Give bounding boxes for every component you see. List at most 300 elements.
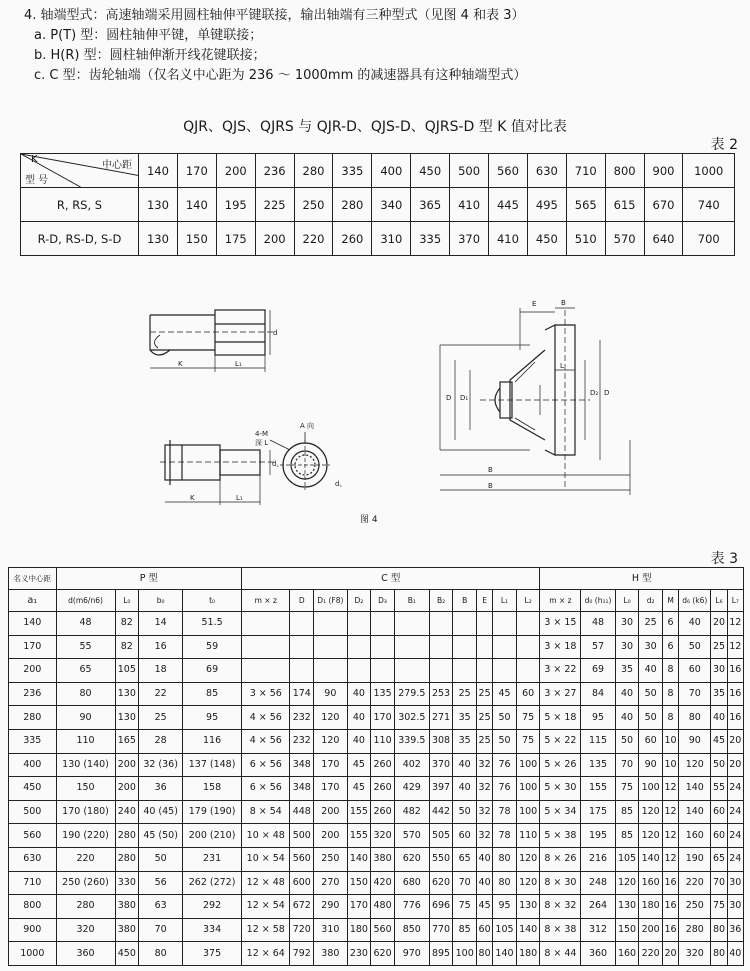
dimension-cell: 100	[639, 777, 663, 801]
dimension-cell: 200 (210)	[183, 824, 242, 848]
table3-sub-header	[9, 590, 744, 612]
dimension-cell: 5 × 38	[540, 824, 581, 848]
dimension-cell: 65	[453, 847, 477, 871]
dimension-cell: 16	[662, 871, 678, 895]
dimension-cell: 80	[493, 847, 517, 871]
dimension-cell: 50	[453, 800, 477, 824]
table2-row	[21, 188, 735, 222]
dimension-cell: 120	[615, 871, 639, 895]
dimension-cell: 57	[581, 635, 615, 659]
dimension-cell: 1000	[9, 942, 57, 966]
dimension-cell	[429, 635, 453, 659]
dimension-cell: 40	[477, 871, 493, 895]
dimension-cell: 69	[581, 659, 615, 683]
dimension-cell: 280	[56, 895, 115, 919]
dimension-cell: 90	[314, 682, 347, 706]
column-header: t₀	[183, 590, 242, 612]
distance-header: 335	[333, 154, 372, 188]
dimension-cell: 40	[347, 706, 371, 730]
dimension-cell: 250	[679, 895, 711, 919]
dimension-cell: 55	[56, 635, 115, 659]
intro-line-4: c. C 型：齿轮轴端（仅名义中心距为 236 ～ 1000mm 的减速器具有这种轴端型式）	[34, 68, 527, 83]
column-header: D	[290, 590, 314, 612]
dimension-cell: 130	[516, 895, 540, 919]
p-type-header: P 型	[56, 568, 242, 590]
fig-label-d2: D₂	[590, 389, 599, 397]
dimension-cell: 50	[493, 729, 517, 753]
column-header: m × z	[540, 590, 581, 612]
dimension-cell: 130	[115, 706, 139, 730]
distance-header: 710	[566, 154, 605, 188]
dimension-cell: 40	[347, 729, 371, 753]
dimension-cell: 158	[183, 777, 242, 801]
dimension-cell: 170	[9, 635, 57, 659]
dimension-cell: 850	[394, 918, 429, 942]
dimension-cell: 397	[429, 777, 453, 801]
k-value-cell: 510	[566, 222, 605, 256]
dimension-cell: 280	[115, 824, 139, 848]
dimension-cell: 4 × 56	[242, 729, 290, 753]
table3-row	[9, 706, 744, 730]
table3-group-header	[9, 568, 744, 590]
dimension-cell: 220	[56, 847, 115, 871]
dimension-cell: 155	[347, 824, 371, 848]
dimension-cell: 80	[477, 942, 493, 966]
dimension-cell: 80	[711, 942, 727, 966]
dimension-cell: 3 × 56	[242, 682, 290, 706]
dimension-cell: 45 (50)	[139, 824, 183, 848]
model-name-cell: R-D, RS-D, S-D	[21, 222, 139, 256]
dimension-cell: 10 × 48	[242, 824, 290, 848]
dimension-cell: 6	[662, 635, 678, 659]
dimension-cell: 76	[493, 753, 517, 777]
dimension-cell: 90	[679, 729, 711, 753]
table3-row	[9, 612, 744, 636]
dimension-cell: 262 (272)	[183, 871, 242, 895]
dimension-cell: 370	[429, 753, 453, 777]
dimension-cell: 375	[183, 942, 242, 966]
corner-model: 型 号	[25, 175, 49, 186]
dimension-cell	[314, 635, 347, 659]
dimension-cell: 59	[183, 635, 242, 659]
dimension-cell: 190	[679, 847, 711, 871]
dimension-cell: 250	[314, 847, 347, 871]
dimension-cell: 8 × 44	[540, 942, 581, 966]
fig-label-k: K	[178, 360, 183, 368]
column-header: D₃	[371, 590, 395, 612]
dimension-cell: 380	[115, 918, 139, 942]
k-value-cell: 130	[139, 222, 178, 256]
distance-header: 140	[139, 154, 178, 188]
dimension-cell: 348	[290, 777, 314, 801]
dimension-cell: 16	[662, 895, 678, 919]
k-value-cell: 615	[605, 188, 644, 222]
dimension-cell	[314, 612, 347, 636]
dimension-cell: 4 × 56	[242, 706, 290, 730]
dimension-cell: 240	[115, 800, 139, 824]
dimension-cell: 150	[615, 918, 639, 942]
table3-row	[9, 729, 744, 753]
dimension-cell: 105	[615, 847, 639, 871]
table3-row	[9, 895, 744, 919]
dimension-cell: 20	[727, 753, 743, 777]
dimension-cell: 5 × 18	[540, 706, 581, 730]
dimension-cell: 165	[115, 729, 139, 753]
intro-line-1: 4. 轴端型式：高速轴端采用圆柱轴伸平键联接，输出轴端有三种型式（见图 4 和表 3）	[24, 8, 525, 23]
dimension-cell: 550	[429, 847, 453, 871]
dimension-cell: 310	[314, 918, 347, 942]
table3-row	[9, 800, 744, 824]
dimension-cell: 84	[581, 682, 615, 706]
fig-label-d-left: D	[446, 394, 452, 402]
column-header: L₆	[711, 590, 727, 612]
dimension-cell: 175	[581, 800, 615, 824]
dimension-cell: 10 × 54	[242, 847, 290, 871]
dimension-cell: 348	[290, 753, 314, 777]
dimension-cell: 8	[662, 706, 678, 730]
dimension-cell: 680	[394, 871, 429, 895]
dimension-cell: 232	[290, 729, 314, 753]
dimension-cell: 80	[56, 682, 115, 706]
dimension-cell: 35	[453, 706, 477, 730]
dimension-cell: 69	[183, 659, 242, 683]
dimension-cell: 32	[477, 777, 493, 801]
fig-label-l: L	[560, 362, 564, 370]
dimension-cell: 232	[290, 706, 314, 730]
distance-header: 900	[644, 154, 683, 188]
dimension-cell: 230	[347, 942, 371, 966]
dimension-cell: 75	[615, 777, 639, 801]
dimension-cell: 40	[639, 659, 663, 683]
table2-corner-cell	[21, 154, 139, 188]
dimension-cell: 10	[662, 729, 678, 753]
k-value-cell: 445	[489, 188, 528, 222]
dimension-cell: 6 × 56	[242, 777, 290, 801]
k-value-cell: 410	[450, 188, 489, 222]
dimension-cell: 264	[581, 895, 615, 919]
dimension-cell: 50	[679, 635, 711, 659]
dimension-cell: 900	[9, 918, 57, 942]
dimension-cell: 271	[429, 706, 453, 730]
dimension-cell: 48	[56, 612, 115, 636]
k-value-cell: 225	[255, 188, 294, 222]
dimension-cell	[493, 612, 517, 636]
dimension-cell: 770	[429, 918, 453, 942]
distance-header: 450	[411, 154, 450, 188]
distance-header: 280	[294, 154, 333, 188]
dimension-cell: 32	[477, 800, 493, 824]
dimension-cell: 100	[453, 942, 477, 966]
dimension-cell: 320	[56, 918, 115, 942]
dimension-cell: 45	[347, 753, 371, 777]
dimension-cell: 40	[453, 753, 477, 777]
dimension-cell: 320	[679, 942, 711, 966]
dimension-cell: 560	[290, 847, 314, 871]
dimension-cell: 16	[727, 682, 743, 706]
dimension-cell: 302.5	[394, 706, 429, 730]
table3-row	[9, 635, 744, 659]
dimension-cell: 330	[115, 871, 139, 895]
column-header: D₁ (F8)	[314, 590, 347, 612]
dimension-cell: 270	[314, 871, 347, 895]
dimension-cell: 80	[139, 942, 183, 966]
dimension-cell: 40	[615, 682, 639, 706]
a1-header: a₁	[9, 590, 57, 612]
dimension-cell: 360	[581, 942, 615, 966]
dimension-cell: 25	[639, 612, 663, 636]
dimension-cell: 130	[115, 682, 139, 706]
k-value-cell: 220	[294, 222, 333, 256]
dimension-cell: 12	[662, 847, 678, 871]
figure-4	[0, 290, 750, 530]
dimension-cell: 65	[711, 847, 727, 871]
column-header: L₂	[516, 590, 540, 612]
dimension-cell: 75	[711, 895, 727, 919]
dimension-cell: 40	[453, 777, 477, 801]
h-type-shaft-drawing	[160, 432, 330, 505]
dimension-cell: 135	[581, 753, 615, 777]
dimension-cell: 76	[493, 777, 517, 801]
dimension-cell: 200	[314, 824, 347, 848]
dimension-cell: 60	[477, 918, 493, 942]
dimension-cell: 170	[371, 706, 395, 730]
k-value-cell: 335	[411, 222, 450, 256]
figure-caption: 图 4	[360, 515, 378, 525]
intro-text	[24, 6, 526, 86]
dimension-cell	[394, 635, 429, 659]
dimension-cell: 45	[493, 682, 517, 706]
table3-row	[9, 659, 744, 683]
dimension-cell: 260	[371, 800, 395, 824]
dimension-cell: 82	[115, 635, 139, 659]
dimension-cell: 130 (140)	[56, 753, 115, 777]
k-value-cell: 570	[605, 222, 644, 256]
dimension-cell: 672	[290, 895, 314, 919]
dimension-cell: 253	[429, 682, 453, 706]
dimension-cell: 95	[493, 895, 517, 919]
dimension-cell: 236	[9, 682, 57, 706]
dimension-cell: 25	[477, 706, 493, 730]
dimension-cell: 40	[615, 706, 639, 730]
distance-header: 170	[177, 154, 216, 188]
table3-label: 表 3	[710, 551, 738, 567]
k-value-cell: 195	[216, 188, 255, 222]
dimension-cell: 500	[290, 824, 314, 848]
dimension-cell: 35	[453, 729, 477, 753]
nominal-header: 名义中心距	[9, 568, 57, 590]
dimension-cell: 380	[314, 942, 347, 966]
k-value-cell: 175	[216, 222, 255, 256]
dimension-cell: 35	[615, 659, 639, 683]
dimension-cell: 231	[183, 847, 242, 871]
dimension-cell: 620	[394, 847, 429, 871]
dimension-cell: 40	[347, 682, 371, 706]
dimension-cell: 150	[347, 871, 371, 895]
dimension-cell: 160	[639, 871, 663, 895]
dimension-cell: 420	[371, 871, 395, 895]
dimension-cell: 70	[453, 871, 477, 895]
dimension-cell: 12 × 54	[242, 895, 290, 919]
dimension-cell: 30	[615, 635, 639, 659]
k-value-cell: 365	[411, 188, 450, 222]
dimension-cell	[371, 612, 395, 636]
fig-label-d3: D	[604, 389, 610, 397]
dimension-cell: 3 × 15	[540, 612, 581, 636]
dimension-cell: 40 (45)	[139, 800, 183, 824]
dimension-cell: 250 (260)	[56, 871, 115, 895]
k-value-cell: 260	[333, 222, 372, 256]
dimension-cell: 12	[727, 635, 743, 659]
dimension-cell: 60	[639, 729, 663, 753]
dimension-cell: 3 × 22	[540, 659, 581, 683]
column-header: L₁	[493, 590, 517, 612]
dimension-cell: 130	[615, 895, 639, 919]
dimension-cell: 16	[727, 659, 743, 683]
dimension-cell: 120	[639, 800, 663, 824]
dimension-cell: 75	[516, 729, 540, 753]
dimension-cell: 220	[639, 942, 663, 966]
dimension-cell: 82	[115, 612, 139, 636]
distance-header: 1000	[683, 154, 735, 188]
dimension-cell: 8 × 30	[540, 871, 581, 895]
dimension-cell: 56	[139, 871, 183, 895]
dimension-cell: 8 × 54	[242, 800, 290, 824]
dimension-cell: 50	[139, 847, 183, 871]
shaft-drawings	[0, 290, 750, 530]
dimension-cell: 800	[9, 895, 57, 919]
dimension-cell: 24	[727, 824, 743, 848]
dimension-cell: 400	[9, 753, 57, 777]
dimension-cell: 50	[711, 753, 727, 777]
fig-label-d: d	[273, 329, 278, 337]
dimension-cell: 380	[371, 847, 395, 871]
dimension-cell: 110	[371, 729, 395, 753]
dimension-cell: 180	[347, 918, 371, 942]
dimension-cell	[477, 635, 493, 659]
dimension-cell: 22	[139, 682, 183, 706]
k-value-cell: 130	[139, 188, 178, 222]
dimension-cell: 360	[56, 942, 115, 966]
dimension-cell: 280	[115, 847, 139, 871]
fig-label-l1-2: L₁	[236, 494, 243, 502]
dimension-cell	[429, 659, 453, 683]
dimension-cell: 70	[615, 753, 639, 777]
dimension-cell: 179 (190)	[183, 800, 242, 824]
dimension-cell: 155	[347, 800, 371, 824]
c-type-header: C 型	[242, 568, 540, 590]
k-value-cell: 310	[372, 222, 411, 256]
table3-row	[9, 847, 744, 871]
fig-label-k2: K	[190, 494, 195, 502]
dimension-cell: 70	[679, 682, 711, 706]
dimension-cell: 137 (148)	[183, 753, 242, 777]
dimension-cell: 140	[493, 942, 517, 966]
dimension-cell	[371, 635, 395, 659]
dimension-cell: 200	[9, 659, 57, 683]
dimension-cell: 180	[639, 895, 663, 919]
fig-label-e: E	[532, 300, 537, 308]
dimension-cell	[371, 659, 395, 683]
dimension-cell: 710	[9, 871, 57, 895]
dimension-cell: 320	[371, 824, 395, 848]
dimension-cell: 6	[662, 612, 678, 636]
table2-label: 表 2	[710, 137, 738, 153]
dimension-cell: 20	[711, 612, 727, 636]
table3-row	[9, 918, 744, 942]
distance-header: 500	[450, 154, 489, 188]
corner-distance: 中心距	[102, 160, 132, 171]
table2-header-row	[21, 154, 735, 188]
k-value-cell: 150	[177, 222, 216, 256]
dimension-cell: 450	[115, 942, 139, 966]
dimension-cell: 216	[581, 847, 615, 871]
table2-title: QJR、QJS、QJRS 与 QJR-D、QJS-D、QJRS-D 型 K 值对比表	[183, 119, 567, 135]
dimension-cell: 220	[679, 871, 711, 895]
k-value-cell: 140	[177, 188, 216, 222]
distance-header: 560	[489, 154, 528, 188]
k-value-cell: 740	[683, 188, 735, 222]
dimension-cell	[290, 612, 314, 636]
dimension-cell: 279.5	[394, 682, 429, 706]
column-header: d(m6/n6)	[56, 590, 115, 612]
column-header: d₂	[639, 590, 663, 612]
dimension-cell: 100	[516, 800, 540, 824]
table3-row	[9, 824, 744, 848]
table3-row	[9, 682, 744, 706]
dimension-cell	[290, 659, 314, 683]
column-header: D₂	[347, 590, 371, 612]
dimension-cell: 100	[516, 753, 540, 777]
k-value-cell: 200	[255, 222, 294, 256]
dimension-cell	[242, 635, 290, 659]
dimension-cell: 60	[711, 824, 727, 848]
fig-label-l1: L₁	[235, 360, 242, 368]
dimension-cell: 110	[516, 824, 540, 848]
k-value-cell: 280	[333, 188, 372, 222]
dimension-cell: 28	[139, 729, 183, 753]
dimension-cell: 190 (220)	[56, 824, 115, 848]
dimension-cell: 290	[314, 895, 347, 919]
dimension-cell: 105	[493, 918, 517, 942]
dimension-cell: 720	[290, 918, 314, 942]
dimension-cell: 140	[679, 800, 711, 824]
dimension-cell: 696	[429, 895, 453, 919]
dimension-cell: 85	[615, 824, 639, 848]
dimension-cell: 60	[516, 682, 540, 706]
dimension-cell: 36	[139, 777, 183, 801]
dimension-cell: 8 × 32	[540, 895, 581, 919]
dimension-cell: 248	[581, 871, 615, 895]
column-header: d₀ (h₁₁)	[581, 590, 615, 612]
dimension-cell: 24	[727, 800, 743, 824]
dimension-cell: 25	[139, 706, 183, 730]
dimension-cell: 14	[139, 612, 183, 636]
dimension-cell: 60	[453, 824, 477, 848]
dimension-cell	[516, 612, 540, 636]
column-header: L₀	[115, 590, 139, 612]
dimension-cell	[493, 635, 517, 659]
dimension-cell: 60	[679, 659, 711, 683]
dimension-cell: 402	[394, 753, 429, 777]
dimension-cell	[314, 659, 347, 683]
dimension-cell: 12 × 64	[242, 942, 290, 966]
dimension-cell: 12	[662, 824, 678, 848]
dimension-cell: 155	[581, 777, 615, 801]
distance-header: 400	[372, 154, 411, 188]
shaft-dimension-table	[8, 567, 744, 966]
dimension-cell: 10	[662, 753, 678, 777]
dimension-cell: 100	[516, 777, 540, 801]
